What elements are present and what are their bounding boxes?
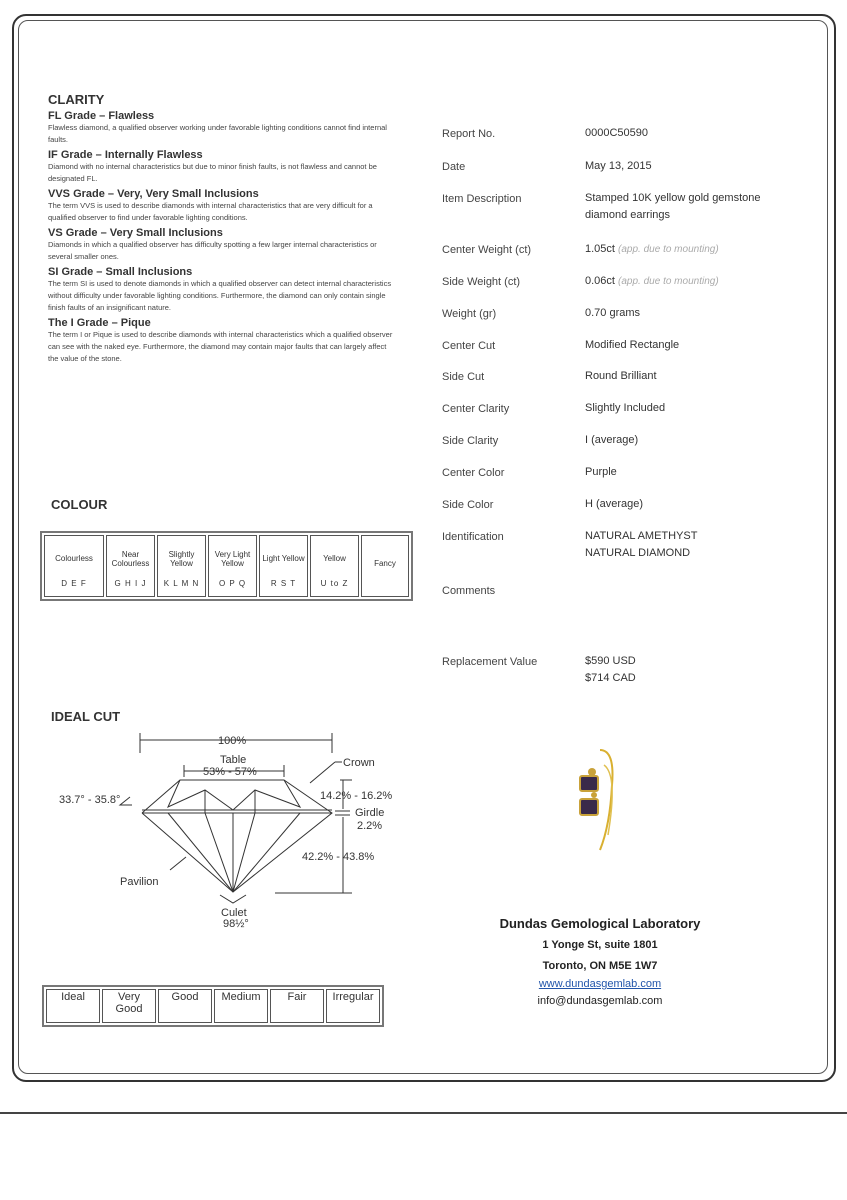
report-value xyxy=(585,158,785,175)
clarity-grade xyxy=(48,110,393,146)
report-label: Center Color xyxy=(442,467,505,479)
report-value xyxy=(585,528,785,562)
report-value-secondary: NATURAL DIAMOND xyxy=(585,547,691,559)
colour-name: Fancy xyxy=(374,558,396,568)
clarity-grade-text: Diamond with no internal characteristics but due to minor finish faults, is not flawless and cannot be designated FL. xyxy=(48,162,377,183)
cut-grade-cell: Very Good xyxy=(102,989,156,1023)
pavilion-depth-label: 42.2% - 43.8% xyxy=(302,851,375,863)
report-value-text: Modified Rectangle xyxy=(585,339,680,351)
report-value-text: 0000C50590 xyxy=(585,127,649,139)
girdle-value-label: 2.2% xyxy=(357,820,383,832)
colour-letters: D E F xyxy=(61,578,87,588)
report-value-text: Stamped 10K yellow gold gemstone diamond earrings xyxy=(585,192,761,221)
report-value-text: NATURAL AMETHYST xyxy=(585,530,698,542)
report-value xyxy=(585,125,785,142)
table-label: Table xyxy=(220,754,247,766)
colour-name: Colourless xyxy=(55,554,93,563)
report-value xyxy=(585,273,785,290)
clarity-grade-text: The term SI is used to denote diamonds in which a qualified observer can detect internal characteristics without difficulty under favorable lighting conditions. Furthermore, the diamond can only contain single finish faults of an insignificant nature. xyxy=(48,279,392,312)
pavilion-label: Pavilion xyxy=(120,876,159,888)
report-value xyxy=(585,368,785,385)
clarity-grade-heading: VS Grade – Very Small Inclusions xyxy=(48,227,223,239)
colour-name: Slightly Yellow xyxy=(168,549,195,568)
report-value-note: (app. due to mounting) xyxy=(618,244,719,255)
colour-grade-cell xyxy=(310,535,359,597)
colour-scale-table xyxy=(40,531,413,601)
report-label: Side Color xyxy=(442,499,494,511)
cut-grade-table xyxy=(42,985,384,1027)
clarity-grade-heading: SI Grade – Small Inclusions xyxy=(48,266,193,278)
cut-grade-cell: Ideal xyxy=(46,989,100,1023)
report-value xyxy=(585,496,785,513)
report-value-text: 1.05ct xyxy=(585,243,615,255)
colour-grade-cell xyxy=(106,535,155,597)
report-value xyxy=(585,305,785,322)
colour-letters: U to Z xyxy=(320,578,349,588)
colour-letters: G H I J xyxy=(114,578,147,588)
colour-name: Very Light Yellow xyxy=(214,549,251,568)
report-value xyxy=(585,190,785,224)
report-value-secondary: $714 CAD xyxy=(585,672,636,684)
clarity-grade-text: The term VVS is used to describe diamonds with internal characteristics that are very difficult for a qualified observer to find under favorable lighting conditions. xyxy=(48,201,373,222)
report-value xyxy=(585,241,785,258)
clarity-grade xyxy=(48,227,393,263)
cut-grade-cell: Fair xyxy=(270,989,324,1023)
colour-grade-cell xyxy=(361,535,409,597)
lab-address-2: Toronto, ON M5E 1W7 xyxy=(542,960,658,972)
report-value-note: (app. due to mounting) xyxy=(618,276,719,287)
crown-label: Crown xyxy=(343,757,375,769)
lab-email: info@dundasgemlab.com xyxy=(537,995,663,1007)
clarity-grade-heading: FL Grade – Flawless xyxy=(48,110,155,122)
colour-section xyxy=(51,497,107,512)
clarity-section xyxy=(48,92,393,365)
report-value-text: Round Brilliant xyxy=(585,370,657,382)
clarity-grade xyxy=(48,317,393,365)
report-value xyxy=(585,400,785,417)
report-label: Identification xyxy=(442,531,504,543)
cut-grade-cell: Irregular xyxy=(326,989,380,1023)
report-label: Center Weight (ct) xyxy=(442,244,532,256)
colour-name: Light Yellow xyxy=(262,554,305,563)
report-value-text: H (average) xyxy=(585,498,644,510)
colour-grade-cell xyxy=(259,535,308,597)
ideal-cut-diagram xyxy=(50,725,410,935)
report-label: Replacement Value xyxy=(442,656,538,668)
clarity-grade-text: The term I or Pique is used to describe diamonds with internal characteristics which a qualified observer can see with the naked eye. Furthermore, the diamond may contain major faults that can largely affect the value of the stone. xyxy=(48,330,393,363)
clarity-grade-text: Flawless diamond, a qualified observer working under favorable lighting conditions cannot find internal faults. xyxy=(48,123,387,144)
clarity-grade-heading: The I Grade – Pique xyxy=(48,317,151,329)
colour-letters: K L M N xyxy=(163,578,200,588)
colour-title: COLOUR xyxy=(51,497,108,512)
crown-angle-label: 33.7° - 35.8° xyxy=(59,794,121,806)
report-label: Weight (gr) xyxy=(442,308,497,320)
table-range-label: 53% - 57% xyxy=(203,766,257,778)
cut-title: IDEAL CUT xyxy=(51,709,121,724)
report-label: Item Description xyxy=(442,193,522,205)
report-label: Date xyxy=(442,161,466,173)
report-value-text: 0.06ct xyxy=(585,275,615,287)
clarity-grade-heading: IF Grade – Internally Flawless xyxy=(48,149,203,161)
report-value-text: 0.70 grams xyxy=(585,307,641,319)
report-value-text: Purple xyxy=(585,466,617,478)
colour-name: Near Colourless xyxy=(111,549,150,568)
culet-angle-label: 98½° xyxy=(223,918,249,930)
clarity-grade xyxy=(48,188,393,224)
report-value xyxy=(585,432,785,449)
colour-grade-cell xyxy=(157,535,206,597)
colour-name: Yellow xyxy=(323,554,346,563)
divider xyxy=(0,1112,847,1114)
colour-grade-cell xyxy=(208,535,257,597)
clarity-grade-text: Diamonds in which a qualified observer has difficulty spotting a few larger internal characteristics or several smaller ones. xyxy=(48,240,377,261)
report-value-text: I (average) xyxy=(585,434,639,446)
colour-letters: R S T xyxy=(270,578,297,588)
report-label: Report No. xyxy=(442,128,496,140)
report-value xyxy=(585,653,785,687)
report-value-text: Slightly Included xyxy=(585,402,666,414)
crown-height-label: 14.2% - 16.2% xyxy=(320,790,393,802)
colour-letters: O P Q xyxy=(218,578,247,588)
report-label: Side Cut xyxy=(442,371,485,383)
report-value-text: May 13, 2015 xyxy=(585,160,652,172)
earring-photo xyxy=(560,745,620,855)
lab-website-link[interactable]: www.dundasgemlab.com xyxy=(538,978,662,990)
cut-grade-cell: Good xyxy=(158,989,212,1023)
clarity-title: CLARITY xyxy=(48,92,105,107)
lab-name: Dundas Gemological Laboratory xyxy=(499,916,701,931)
colour-grade-cell xyxy=(44,535,104,597)
report-label: Comments xyxy=(442,585,496,597)
girdle-label: Girdle xyxy=(355,807,385,819)
report-label: Center Clarity xyxy=(442,403,510,415)
lab-address-1: 1 Yonge St, suite 1801 xyxy=(542,939,658,951)
clarity-grade xyxy=(48,266,393,314)
clarity-grade-heading: VVS Grade – Very, Very Small Inclusions xyxy=(48,188,259,200)
clarity-grade xyxy=(48,149,393,185)
report-value-text: $590 USD xyxy=(585,655,636,667)
report-value xyxy=(585,337,785,354)
report-label: Center Cut xyxy=(442,340,496,352)
culet-label: Culet xyxy=(221,907,247,919)
report-value xyxy=(585,464,785,481)
cut-grade-cell: Medium xyxy=(214,989,268,1023)
report-label: Side Clarity xyxy=(442,435,499,447)
report-label: Side Weight (ct) xyxy=(442,276,521,288)
width-label: 100% xyxy=(218,735,247,747)
